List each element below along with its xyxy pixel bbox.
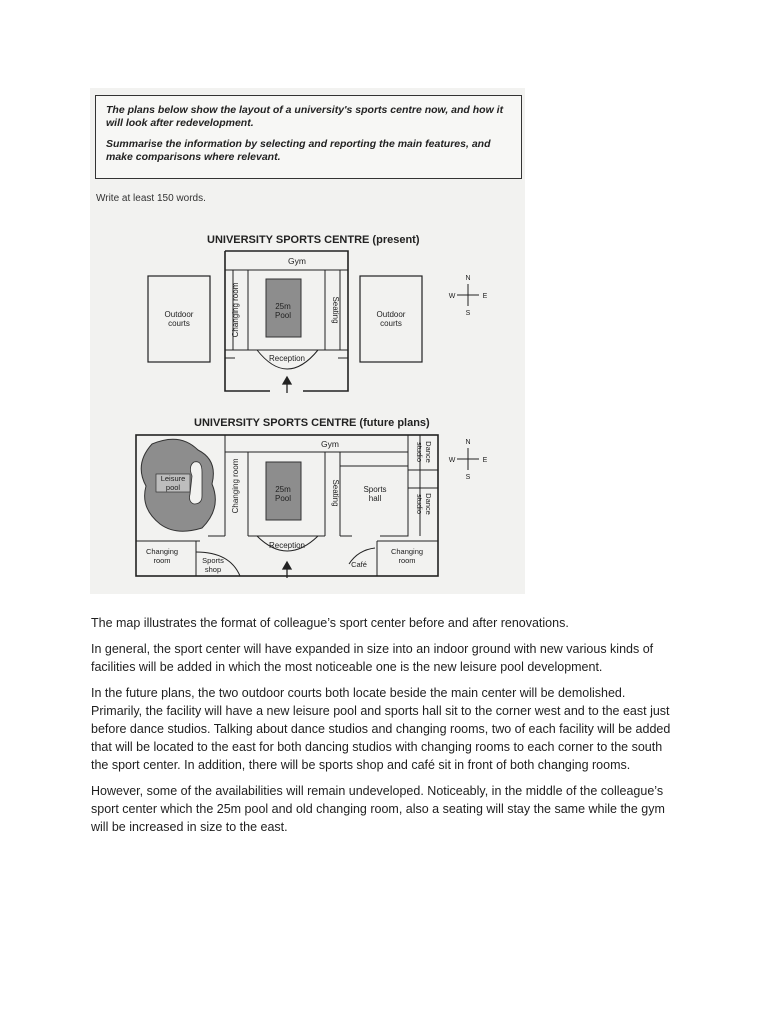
present-changing-room-label: Changing room: [231, 282, 240, 338]
outdoor-east-label-1: Outdoor: [376, 310, 406, 319]
dance-studio-south-label-1: Dance: [424, 493, 433, 515]
present-seating-label: Seating: [331, 296, 340, 324]
future-reception-label: Reception: [268, 541, 306, 550]
present-pool-label-1: 25m: [275, 302, 291, 311]
essay-paragraph-2: In general, the sport center will have expanded in size into an indoor ground with new various kinds of facilities will be added in which the most noticeable one is the new leisure pool development.: [91, 642, 654, 674]
compass-s: S: [465, 310, 471, 317]
dance-studio-south-label-2: studio: [415, 493, 424, 515]
compass-present: [449, 275, 488, 317]
future-seating-label: Seating: [331, 479, 340, 507]
present-plan-title: UNIVERSITY SPORTS CENTRE (present): [207, 234, 420, 246]
sports-hall-label-2: hall: [368, 494, 382, 503]
word-count-note: Write at least 150 words.: [96, 193, 206, 204]
outdoor-east-label-2: courts: [380, 319, 402, 328]
future-gym-label: Gym: [321, 439, 339, 449]
dance-studio-north-label-2: studio: [415, 441, 424, 463]
future-changing-room-label: Changing room: [231, 458, 240, 514]
future-plan-title: UNIVERSITY SPORTS CENTRE (future plans): [194, 417, 430, 429]
compass-e: E: [482, 293, 488, 300]
changing-room-sw-label-1: Changing: [145, 547, 179, 556]
future-pool-label-2: Pool: [274, 494, 292, 503]
future-pool-label-1: 25m: [275, 485, 291, 494]
sports-shop-label-2: shop: [204, 565, 222, 574]
changing-room-sw-label-2: room: [153, 556, 171, 565]
leisure-pool-island: [190, 462, 203, 504]
leisure-pool-label-1: Leisure: [160, 474, 186, 483]
compass-w: W: [448, 457, 456, 464]
compass-s: S: [465, 474, 471, 481]
floor-plans: [90, 88, 525, 594]
compass-e: E: [482, 457, 488, 464]
present-entrance-arrow: [283, 377, 291, 393]
prompt-line-1: The plans below show the layout of a university's sports centre now, and how it will look after redevelopment.: [106, 104, 504, 129]
changing-room-se-label-2: room: [398, 556, 416, 565]
essay-paragraph-3: In the future plans, the two outdoor courts both locate beside the main center will be demolished. Primarily, the facility will have a new leisure pool and sports hall sit to the corner west and to the east just before dance studios. Talking about dance studios and changing rooms, two of each facility will be added that will be located to the east for both dancing studios with changing rooms to each corner to the south the sport center. In addition, there will be sports shop and café sit in front of both changing rooms.: [91, 686, 671, 772]
compass-future: [449, 439, 488, 481]
compass-n: N: [465, 439, 471, 446]
sports-shop-label-1: Sports: [202, 556, 224, 565]
present-gym-label: Gym: [288, 256, 306, 266]
prompt-line-2: Summarise the information by selecting and reporting the main features, and make comparisons where relevant.: [106, 138, 491, 163]
present-pool-label-2: Pool: [274, 311, 292, 320]
changing-room-se-label-1: Changing: [390, 547, 424, 556]
essay-paragraph-4: However, some of the availabilities will remain undeveloped. Noticeably, in the middle of the colleague’s sport center which the 25m pool and old changing room, also a seating will stay the same while the gym will be increased in size to the east.: [91, 784, 665, 834]
essay-paragraph-1: The map illustrates the format of colleague’s sport center before and after renovations.: [91, 616, 569, 630]
outdoor-west-label-1: Outdoor: [164, 310, 194, 319]
compass-n: N: [465, 275, 471, 282]
compass-w: W: [448, 293, 456, 300]
leisure-pool-label-2: pool: [165, 483, 181, 492]
task-image: [90, 88, 525, 594]
cafe-label: Café: [351, 560, 367, 569]
present-reception-label: Reception: [268, 354, 306, 363]
essay-text: [91, 614, 673, 844]
dance-studio-north-label-1: Dance: [424, 441, 433, 463]
sports-hall-label-1: Sports: [363, 485, 387, 494]
outdoor-west-label-2: courts: [168, 319, 190, 328]
